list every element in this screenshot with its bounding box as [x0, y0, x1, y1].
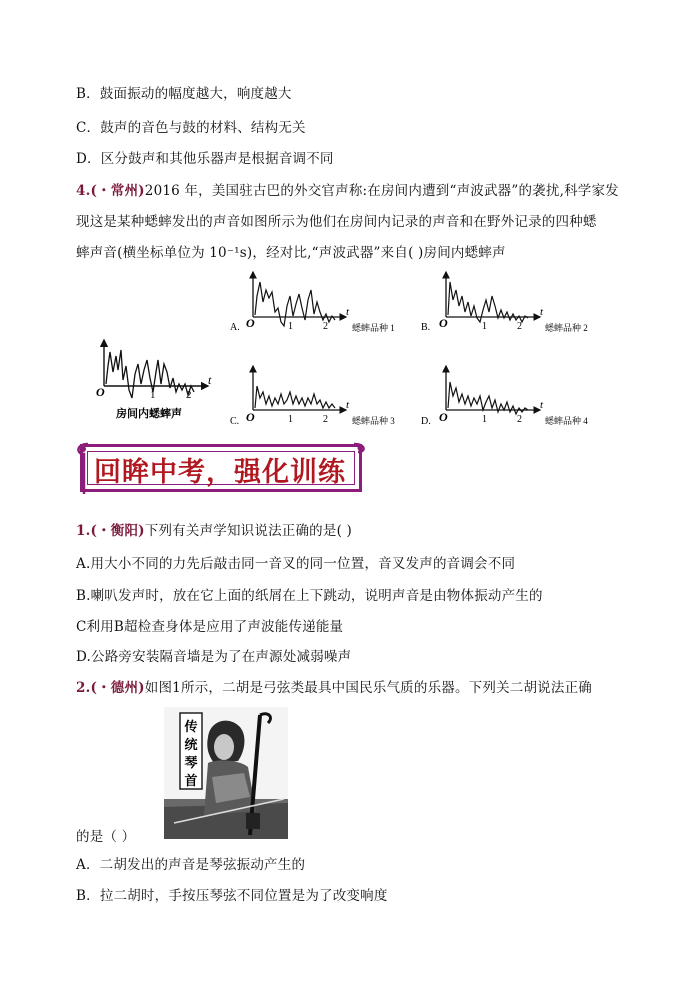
tick-1: 1 [288, 414, 293, 425]
option-letter-a: A. [230, 322, 240, 333]
graph-label-a: 蟋蟀品种 1 [352, 323, 395, 333]
t-label: t [540, 399, 544, 411]
t-label: t [346, 399, 350, 411]
erhu-player-image [164, 707, 288, 839]
tick-1: 1 [150, 389, 156, 401]
s2-q1-stem [76, 519, 352, 539]
s2-q2-source: (・德州) [90, 680, 145, 696]
q4-line3: 蟀声音(横坐标单位为 10⁻¹s)，经对比,“声波武器”来自( )房间内蟋蟀声 [76, 245, 506, 261]
t-label: t [346, 306, 350, 318]
s2-q1-option-d: D.公路旁安装隔音墙是为了在声源处减弱噪声 [76, 649, 352, 665]
tick-2: 2 [517, 321, 522, 332]
section-banner [72, 438, 368, 498]
s2-q2-stem-end: 的是（ ） [76, 829, 136, 845]
room-label: 房间内蟋蟀声 [116, 408, 182, 420]
graph-room [96, 340, 212, 420]
graph-label-d: 蟋蟀品种 4 [545, 416, 588, 426]
graph-b [421, 272, 588, 333]
q4-number: 4. [76, 183, 91, 199]
waveform-c [255, 386, 335, 408]
graph-a [230, 272, 395, 333]
s2-q1-number: 1. [76, 523, 91, 539]
s2-q2-text: 如图1所示，二胡是弓弦类最具中国民乐气质的乐器。下列关二胡说法正确 [144, 680, 592, 696]
graph-d [421, 366, 588, 427]
origin-label: O [439, 410, 448, 424]
s2-q1-text: 下列有关声学知识说法正确的是( ) [144, 523, 353, 539]
s2-q1-option-c: C利用B超检查身体是应用了声波能传递能量 [76, 619, 344, 635]
q4-source: (・常州) [90, 183, 145, 199]
graph-c [230, 366, 395, 427]
scroll-curl-left-icon [72, 438, 94, 498]
q3-option-d: D．区分鼓声和其他乐器声是根据音调不同 [76, 151, 334, 167]
q4-text1: 2016 年，美国驻古巴的外交官声称:在房间内遭到“声波武器”的袭扰,科学家发 [144, 183, 619, 199]
s2-q2-option-a: A．二胡发出的声音是琴弦振动产生的 [76, 857, 306, 873]
origin-label: O [96, 385, 105, 399]
picture-char: 传 [184, 719, 198, 734]
picture-char: 统 [184, 737, 198, 752]
graph-label-c: 蟋蟀品种 3 [352, 416, 395, 426]
t-label: t [208, 373, 212, 387]
s2-q2-number: 2. [76, 680, 91, 696]
tick-2: 2 [323, 414, 328, 425]
tick-2: 2 [323, 321, 328, 332]
banner-title: 回眸中考，强化训练 [94, 457, 346, 488]
origin-label: O [246, 316, 255, 330]
option-letter-b: B. [421, 322, 431, 333]
tick-2: 2 [186, 389, 192, 401]
s2-q1-source: (・衡阳) [90, 523, 145, 539]
q4-line2: 现这是某种蟋蟀发出的声音如图所示为他们在房间内记录的声音和在野外记录的四种蟋 [76, 214, 597, 230]
tick-1: 1 [482, 321, 487, 332]
tick-1: 1 [482, 414, 487, 425]
waveform-d [448, 382, 528, 414]
q3-option-b: B．鼓面振动的幅度越大，响度越大 [76, 86, 292, 102]
picture-char: 琴 [184, 755, 198, 770]
graph-label-b: 蟋蟀品种 2 [545, 323, 588, 333]
origin-label: O [246, 410, 255, 424]
s2-q1-option-a: A.用大小不同的力先后敲击同一音叉的同一位置，音叉发声的音调会不同 [76, 556, 516, 572]
option-letter-d: D. [421, 416, 431, 427]
s2-q2-option-b: B．拉二胡时，手按压琴弦不同位置是为了改变响度 [76, 888, 388, 904]
picture-char: 首 [184, 773, 198, 788]
q3-option-c: C．鼓声的音色与鼓的材料、结构无关 [76, 120, 306, 136]
scroll-curl-right-icon [352, 438, 370, 498]
s2-q1-option-b: B.喇叭发声时，放在它上面的纸屑在上下跳动，说明声音是由物体振动产生的 [76, 588, 543, 604]
waveform-a [255, 282, 335, 326]
option-letter-c: C. [230, 416, 240, 427]
tick-2: 2 [517, 414, 522, 425]
origin-label: O [439, 316, 448, 330]
t-label: t [540, 306, 544, 318]
s2-q2-stem [76, 676, 592, 696]
waveform-b [448, 282, 528, 322]
tick-1: 1 [288, 321, 293, 332]
